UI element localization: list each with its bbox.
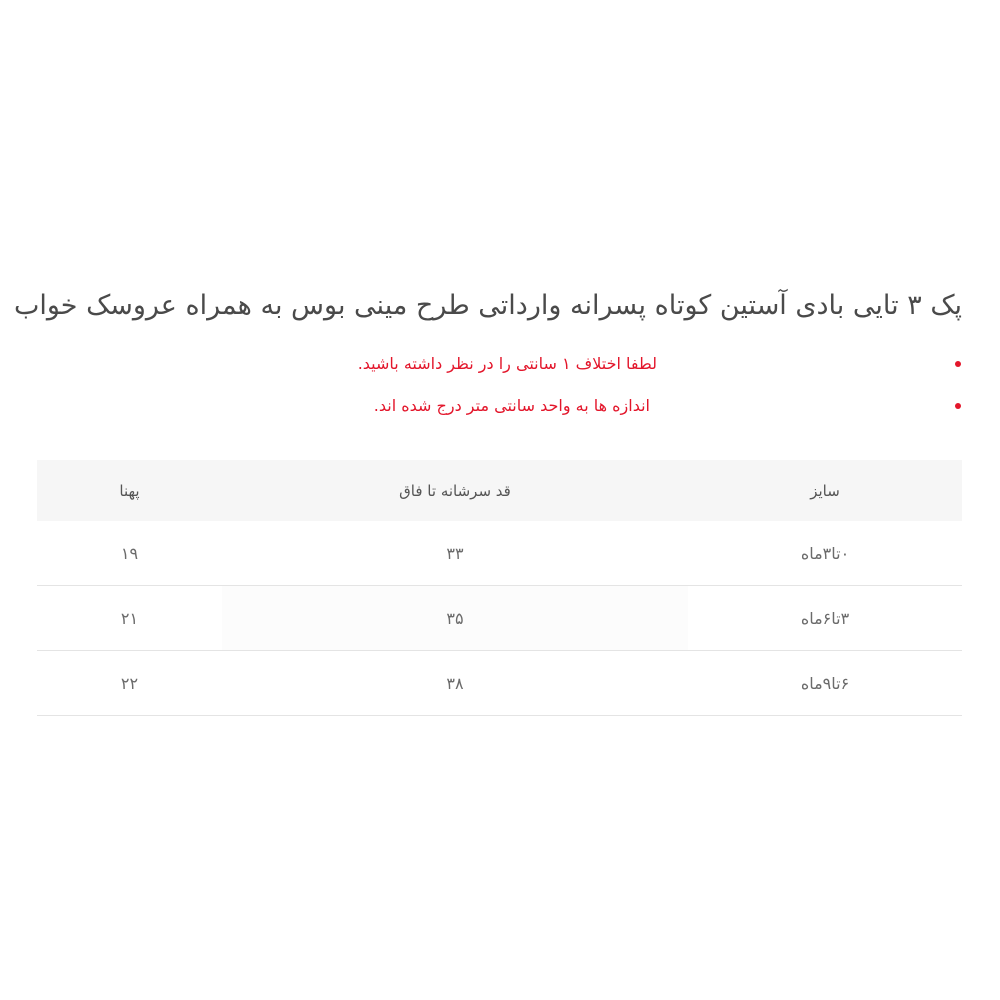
cell-width: ۱۹ (37, 521, 222, 586)
table-row (37, 586, 962, 651)
note-item (38, 385, 962, 427)
header-length: قد سرشانه تا فاق (399, 481, 511, 500)
size-table (37, 460, 962, 716)
cell-length: ۳۳ (222, 521, 688, 586)
header-width: پهنا (119, 481, 140, 500)
size-notes-list (38, 343, 962, 427)
header-size: سایز (810, 481, 840, 500)
bullet-icon (955, 361, 961, 367)
table-row (37, 521, 962, 586)
note-item (38, 343, 962, 385)
cell-size: ۶تا۹ماه (688, 651, 962, 716)
table-header-row (37, 460, 962, 521)
cell-length: ۳۸ (222, 651, 688, 716)
cell-length: ۳۵ (222, 586, 688, 651)
table-row (37, 651, 962, 716)
cell-width: ۲۱ (37, 586, 222, 651)
cell-size: ۳تا۶ماه (688, 586, 962, 651)
cell-width: ۲۲ (37, 651, 222, 716)
cell-size: ۰تا۳ماه (688, 521, 962, 586)
note-text: لطفا اختلاف ۱ سانتی را در نظر داشته باشید. (357, 354, 657, 373)
note-text: اندازه ها به واحد سانتی متر درج شده اند. (373, 396, 650, 415)
bullet-icon (955, 403, 961, 409)
product-title: پک ۳ تایی بادی آستین کوتاه پسرانه وارداتی طرح مینی بوس به همراه عروسک خواب (13, 290, 962, 321)
